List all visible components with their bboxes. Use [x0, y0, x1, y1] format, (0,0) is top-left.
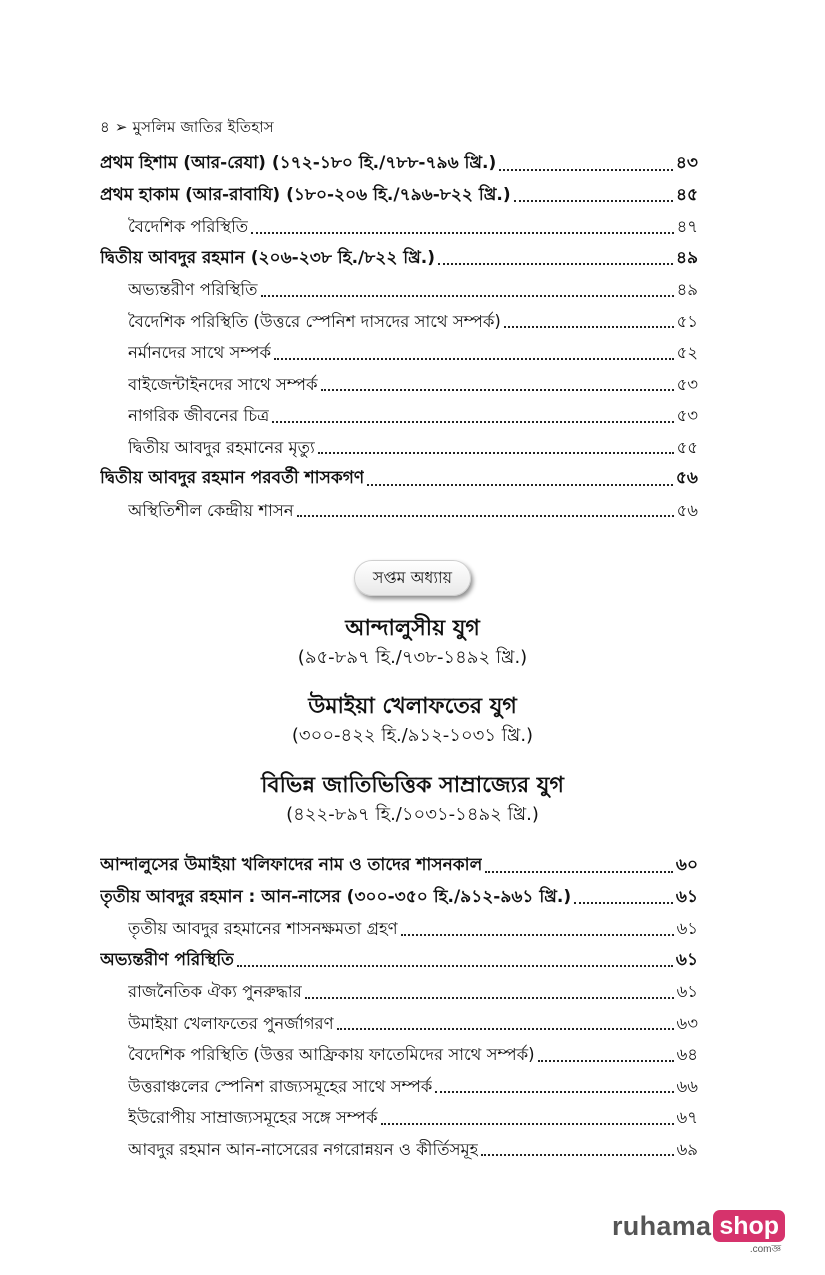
toc-entry-title: প্রথম হাকাম (আর-রাবাযি) (১৮০-২০৬ হি./৭৯৬-৮২২ খ্রি.)	[100, 184, 511, 205]
toc-subentry[interactable]	[100, 369, 698, 401]
toc-entry[interactable]	[100, 148, 698, 180]
dot-leader	[237, 965, 673, 967]
toc-entry-title: আবদুর রহমান আন-নাসেরের নগরোন্নয়ন ও কীর্তিসমূহ	[128, 1139, 479, 1159]
chapter-label: সপ্তম অধ্যায়	[354, 560, 471, 596]
toc-entry-page: ৬১	[675, 886, 698, 907]
toc-subentry[interactable]	[100, 1071, 698, 1103]
era-block	[0, 692, 825, 750]
toc-entry-title: বাইজেন্টাইনদের সাথে সম্পর্ক	[128, 374, 318, 394]
toc-entry-page: ৬১	[675, 949, 698, 970]
toc-subentry[interactable]	[100, 306, 698, 338]
toc-entry-page: ৬৪	[676, 1045, 698, 1064]
toc-entry[interactable]	[100, 463, 698, 495]
toc-entry-title: বৈদেশিক পরিস্থিতি	[128, 217, 249, 236]
toc-entry-title: ইউরোপীয় সাম্রাজ্যসমূহের সঙ্গে সম্পর্ক	[128, 1108, 378, 1127]
toc-subentry[interactable]	[100, 913, 698, 945]
toc-entry-title: আন্দালুসের উমাইয়া খলিফাদের নাম ও তাদের শাসনকাল	[100, 855, 483, 875]
toc-subentry[interactable]	[100, 1008, 698, 1040]
dot-leader	[318, 452, 674, 454]
era-range: (৯৫-৮৯৭ হি./৭৩৮-১৪৯২ খ্রি.)	[297, 647, 528, 668]
toc-entry-page: ৬৭	[676, 1108, 698, 1127]
dot-leader	[337, 1028, 674, 1030]
toc-subentry[interactable]	[100, 274, 698, 306]
toc-subentry[interactable]	[100, 432, 698, 464]
toc-entry-title: দ্বিতীয় আবদুর রহমান পরবর্তী শাসকগণ	[100, 468, 365, 488]
toc-entry-page: ৫৬	[676, 500, 698, 520]
era-range: (৪২২-৮৯৭ হি./১০৩১-১৪৯২ খ্রি.)	[286, 804, 539, 825]
toc-entry-title: উমাইয়া খেলাফতের পুনর্জাগরণ	[128, 1013, 334, 1033]
toc-entry-title: তৃতীয় আবদুর রহমানের শাসনক্ষমতা গ্রহণ	[128, 919, 398, 938]
dot-leader	[485, 871, 673, 873]
toc-entry-page: ৪৯	[675, 247, 698, 268]
logo-text-ruhama: ruhama	[612, 1210, 712, 1241]
toc-entry-title: প্রথম হিশাম (আর-রেযা) (১৭২-১৮০ হি./৭৮৮-৭৯৬ খ্রি.)	[100, 153, 497, 173]
dot-leader	[574, 902, 673, 904]
dot-leader	[297, 515, 674, 517]
dot-leader	[481, 1154, 673, 1156]
dot-leader	[499, 169, 673, 171]
toc-entry-page: ৫২	[676, 343, 698, 362]
toc-subentry[interactable]	[100, 1102, 698, 1134]
toc-entry-page: ৬৯	[676, 1139, 698, 1159]
toc-entry-page: ৬১	[676, 919, 698, 938]
toc-entry-title: অস্থিতিশীল কেন্দ্রীয় শাসন	[128, 500, 294, 520]
dot-leader	[305, 997, 674, 999]
dot-leader	[261, 295, 674, 297]
toc-entry-title: নাগরিক জীবনের চিত্র	[128, 406, 270, 425]
toc-entry[interactable]	[100, 882, 698, 914]
toc-entry-page: ৫৩	[676, 406, 698, 425]
era-block	[0, 614, 825, 672]
toc-entry-title: তৃতীয় আবদুর রহমান : আন-নাসের (৩০০-৩৫০ হি./৯১২-৯৬১ খ্রি.)	[100, 886, 572, 907]
toc-entry-title: উত্তরাঞ্চলের স্পেনিশ রাজ্যসমূহের সাথে সম্পর্ক	[128, 1076, 433, 1096]
toc-entry-title: অভ্যন্তরীণ পরিস্থিতি	[128, 280, 258, 299]
dot-leader	[274, 358, 673, 360]
toc-entry-title: বৈদেশিক পরিস্থিতি (উত্তরে স্পেনিশ দাসদের সাথে সম্পর্ক)	[128, 311, 501, 331]
toc-entry-page: ৬১	[676, 982, 698, 1001]
toc-entry-page: ৫১	[676, 311, 698, 331]
era-title: আন্দালুসীয় যুগ	[345, 616, 480, 641]
toc-entry-title: নর্মানদের সাথে সম্পর্ক	[128, 343, 272, 362]
toc-subentry[interactable]	[100, 1134, 698, 1166]
dot-leader	[514, 200, 673, 202]
dot-leader	[272, 421, 673, 423]
toc-entry-page: ৪৩	[675, 153, 698, 173]
toc-entry-page: ৬৬	[676, 1076, 698, 1096]
dot-leader	[504, 326, 674, 328]
toc-entry-title: বৈদেশিক পরিস্থিতি (উত্তর আফ্রিকায় ফাতেমিদের সাথে সম্পর্ক)	[128, 1045, 535, 1064]
dot-leader	[381, 1123, 674, 1125]
toc-entry-page: ৫৬	[675, 468, 698, 488]
toc-entry[interactable]	[100, 945, 698, 977]
toc-entry[interactable]	[100, 850, 698, 882]
era-title: বিভিন্ন জাতিভিত্তিক সাম্রাজ্যের যুগ	[261, 773, 564, 798]
dot-leader	[321, 389, 674, 391]
running-head: ৪ ➢ মুসলিম জাতির ইতিহাস	[100, 118, 274, 136]
toc-entry-page: ৬০	[675, 855, 698, 875]
toc-entry-title: দ্বিতীয় আবদুর রহমান (২০৬-২৩৮ হি./৮২২ খ্রি.)	[100, 247, 436, 268]
toc-subentry[interactable]	[100, 495, 698, 527]
toc-entry-page: ৪৭	[676, 217, 698, 236]
toc-entry-title: অভ্যন্তরীণ পরিস্থিতি	[100, 949, 234, 970]
toc-subentry[interactable]	[100, 976, 698, 1008]
dot-leader	[538, 1060, 674, 1062]
toc-entry-page: ৪৫	[675, 184, 698, 205]
dot-leader	[435, 1091, 673, 1093]
toc-entry-page: ৪৯	[676, 280, 698, 299]
toc-entry[interactable]	[100, 243, 698, 275]
toc-list-bottom	[100, 850, 698, 1165]
toc-subentry[interactable]	[100, 211, 698, 243]
logo-shop-box	[713, 1210, 785, 1255]
logo-text-com: .comজ্ঞ	[749, 1244, 782, 1255]
toc-subentry[interactable]	[100, 337, 698, 369]
dot-leader	[438, 263, 673, 265]
era-title: উমাইয়া খেলাফতের যুগ	[308, 694, 517, 719]
logo-text-shop: shop	[713, 1210, 785, 1242]
chapter-heading	[0, 560, 825, 596]
era-block	[0, 771, 825, 829]
ruhamashop-logo[interactable]	[612, 1210, 785, 1255]
toc-list-top	[100, 148, 698, 526]
toc-entry-page: ৫৫	[676, 437, 698, 457]
toc-subentry[interactable]	[100, 1039, 698, 1071]
toc-entry-title: রাজনৈতিক ঐক্য পুনরুদ্ধার	[128, 982, 302, 1001]
dot-leader	[251, 232, 673, 234]
toc-entry[interactable]	[100, 180, 698, 212]
dot-leader	[367, 484, 673, 486]
toc-entry-page: ৫৩	[676, 374, 698, 394]
dot-leader	[401, 934, 674, 936]
toc-entry-title: দ্বিতীয় আবদুর রহমানের মৃত্যু	[128, 437, 315, 457]
toc-subentry[interactable]	[100, 400, 698, 432]
toc-entry-page: ৬৩	[676, 1013, 698, 1033]
era-range: (৩০০-৪২২ হি./৯১২-১০৩১ খ্রি.)	[291, 725, 534, 746]
